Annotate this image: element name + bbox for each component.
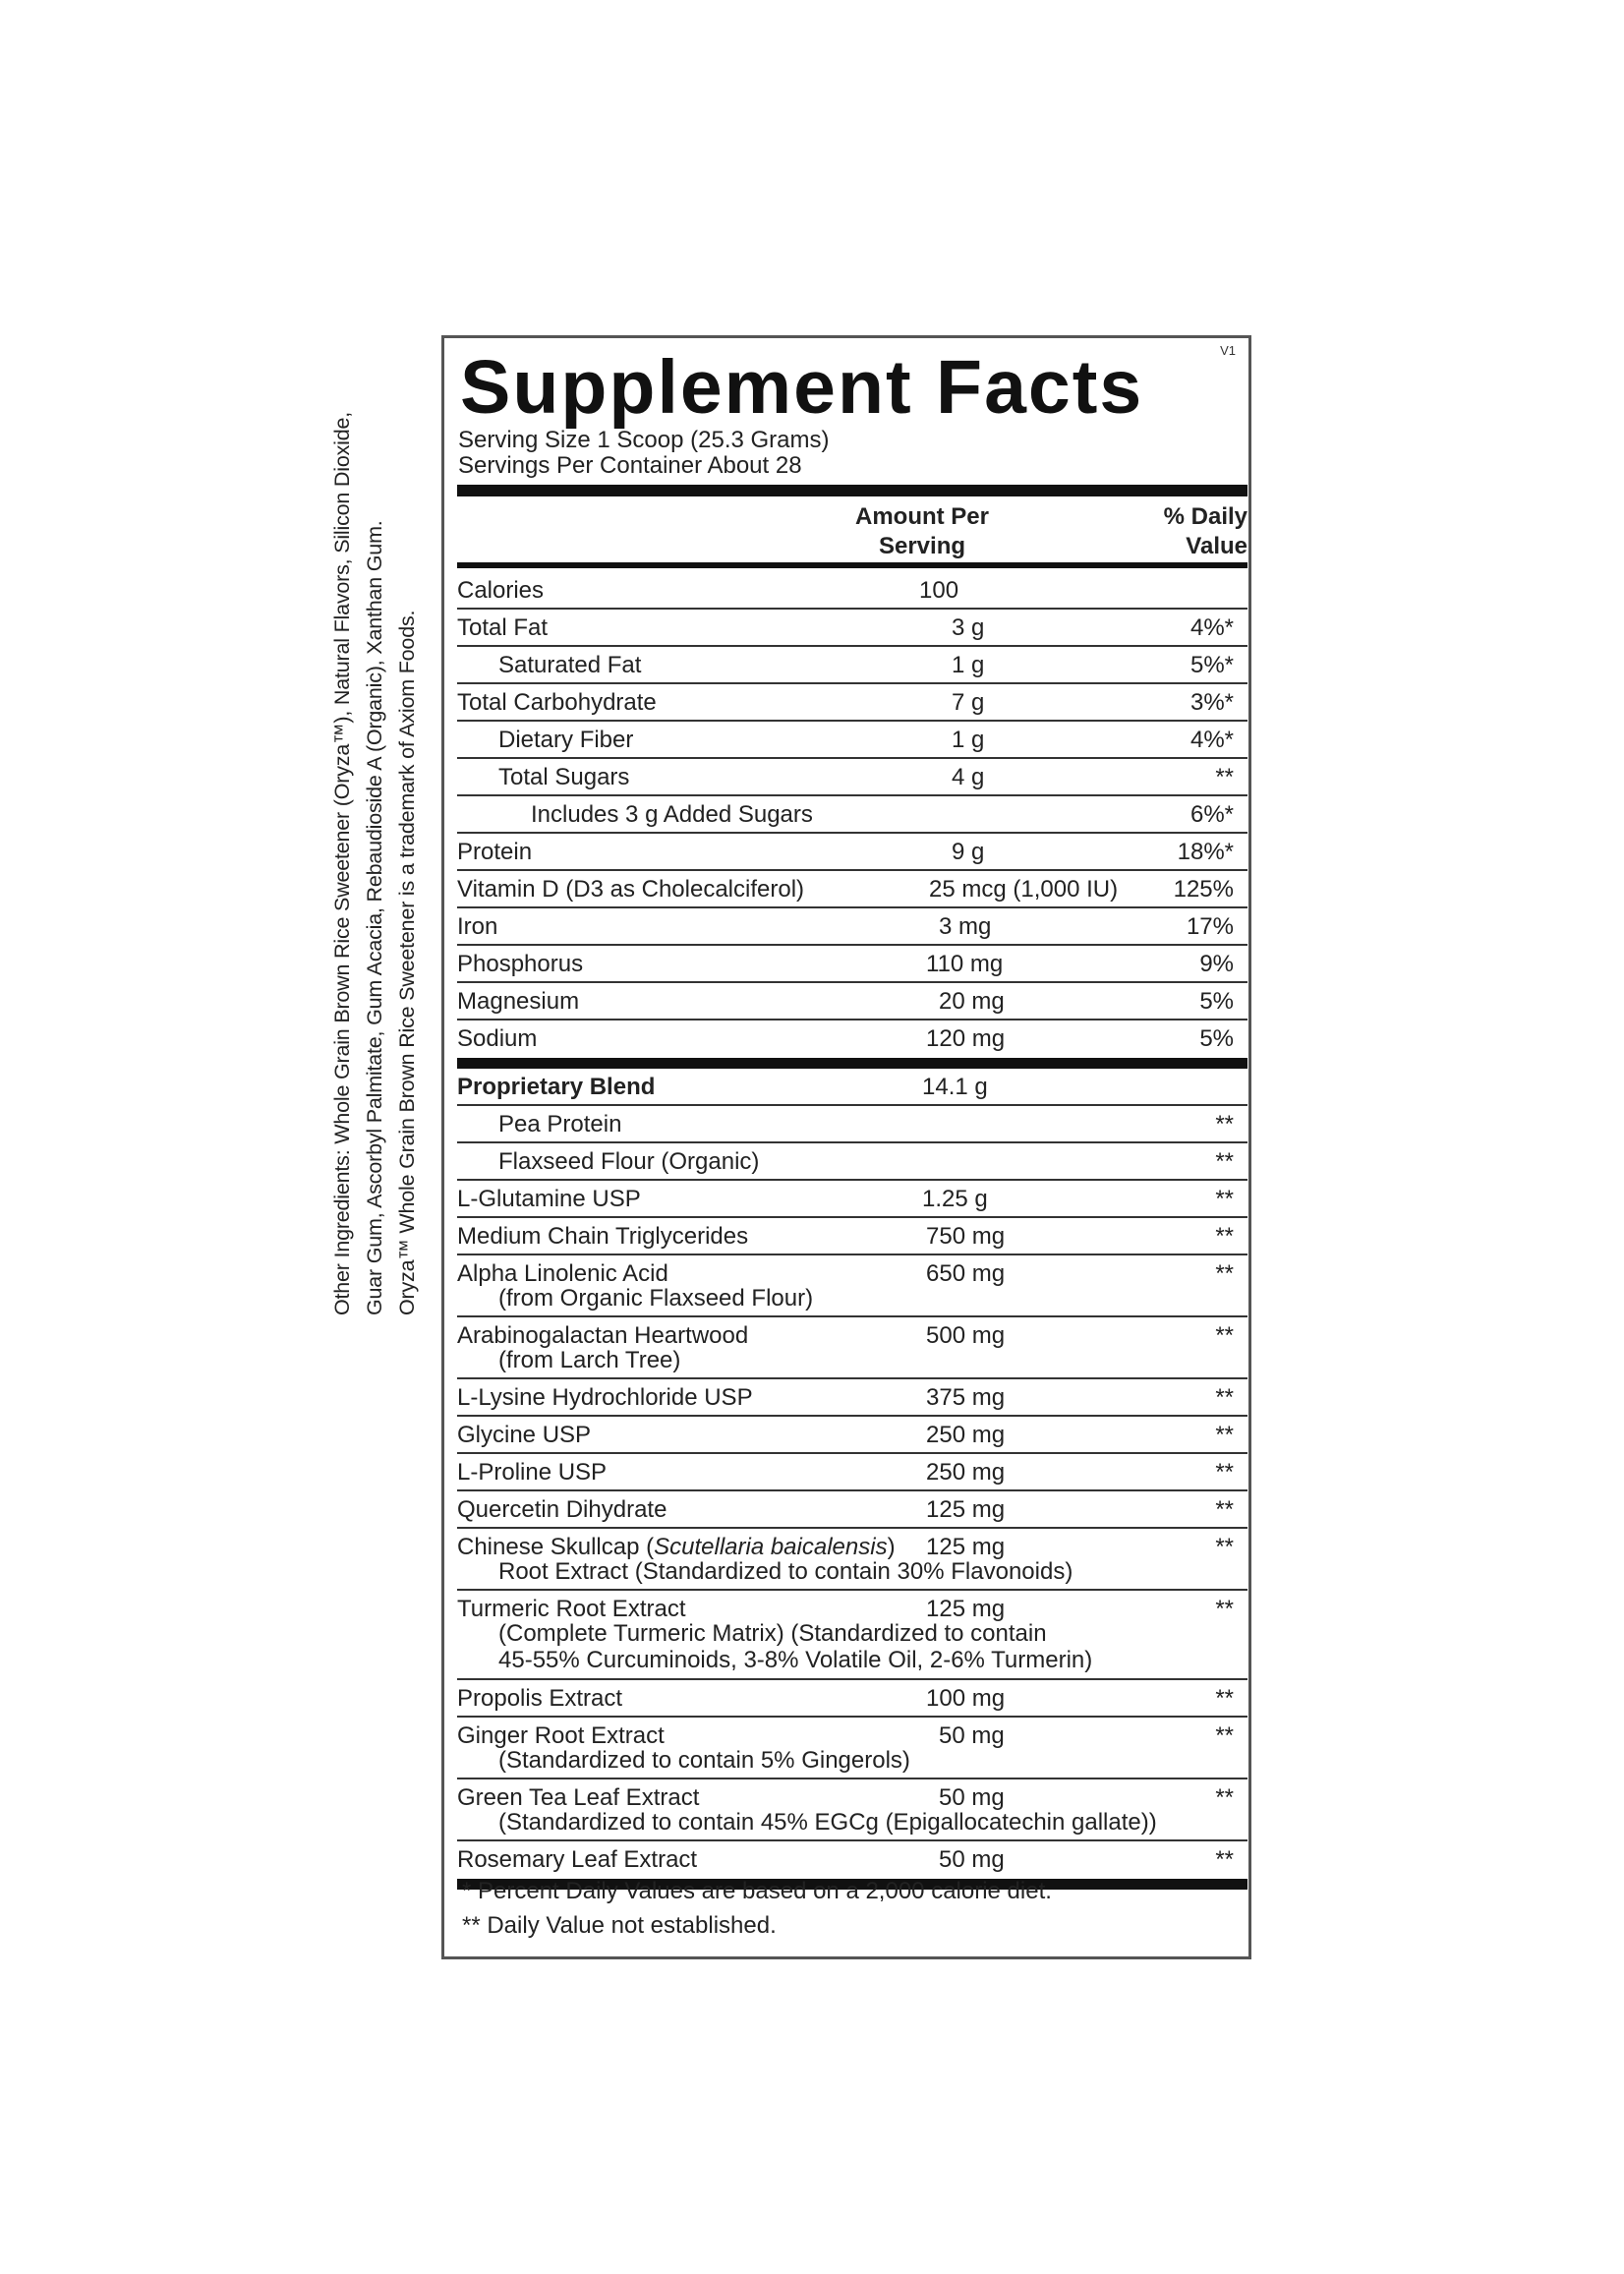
table-row: L-Proline USP 250 mg ** bbox=[457, 1454, 1247, 1491]
supplement-facts-panel bbox=[441, 335, 1251, 1959]
footnote-not-established: ** Daily Value not established. bbox=[462, 1912, 777, 1939]
daily-value-header: % Daily Value bbox=[1163, 503, 1247, 559]
serving-size: Serving Size 1 Scoop (25.3 Grams) bbox=[458, 427, 830, 453]
footnote-daily-value: * Percent Daily Values are based on a 2,000 calorie diet. bbox=[462, 1878, 1052, 1904]
table-row: Dietary Fiber 1 g 4%* bbox=[457, 722, 1247, 759]
other-ingredients bbox=[326, 332, 427, 1315]
table-row: Green Tea Leaf Extract (Standardized to contain 45% EGCg (Epigallocatechin gallate)) 50 mg ** bbox=[457, 1779, 1247, 1841]
table-row: Total Carbohydrate 7 g 3%* bbox=[457, 684, 1247, 722]
table-row: Iron 3 mg 17% bbox=[457, 908, 1247, 946]
servings-per-container: Servings Per Container About 28 bbox=[458, 452, 802, 479]
table-row: Calories 100 bbox=[457, 572, 1247, 610]
footnotes bbox=[462, 1874, 1052, 1943]
table-row: Sodium 120 mg 5% bbox=[457, 1025, 1234, 1052]
table-row: Includes 3 g Added Sugars 6%* bbox=[457, 796, 1247, 834]
header-rule bbox=[457, 562, 1247, 568]
table-row: Flaxseed Flour (Organic) ** bbox=[457, 1143, 1247, 1181]
table-row: Pea Protein ** bbox=[457, 1106, 1247, 1143]
table-row: Turmeric Root Extract (Complete Turmeric Matrix) (Standardized to contain 45-55% Curcuminoids, 3-8% Volatile Oil, 2-6% Turmerin) 125 mg ** bbox=[457, 1591, 1247, 1680]
panel-title: Supplement Facts bbox=[460, 345, 1144, 430]
table-row: Ginger Root Extract (Standardized to contain 5% Gingerols) 50 mg ** bbox=[457, 1718, 1247, 1779]
column-header bbox=[457, 500, 1247, 565]
other-ingredients-line-3: Oryza™ Whole Grain Brown Rice Sweetener is a trademark of Axiom Foods. bbox=[395, 610, 419, 1315]
table-row: Magnesium 20 mg 5% bbox=[457, 983, 1247, 1020]
facts-table bbox=[457, 572, 1247, 1890]
table-row: Total Sugars 4 g ** bbox=[457, 759, 1247, 796]
table-row: L-Lysine Hydrochloride USP 375 mg ** bbox=[457, 1379, 1247, 1417]
table-row: Propolis Extract 100 mg ** bbox=[457, 1680, 1247, 1718]
table-row: Vitamin D (D3 as Cholecalciferol) 25 mcg (1,000 IU) 125% bbox=[457, 871, 1247, 908]
table-row: L-Glutamine USP 1.25 g ** bbox=[457, 1181, 1247, 1218]
table-row: Quercetin Dihydrate 125 mg ** bbox=[457, 1491, 1247, 1529]
table-row: Total Fat 3 g 4%* bbox=[457, 610, 1247, 647]
table-row: Saturated Fat 1 g 5%* bbox=[457, 647, 1247, 684]
table-row: Alpha Linolenic Acid (from Organic Flaxseed Flour) 650 mg ** bbox=[457, 1255, 1247, 1317]
version-code: V1 bbox=[1220, 343, 1236, 358]
amount-per-serving-header: Amount Per Serving bbox=[854, 503, 989, 559]
table-row: Protein 9 g 18%* bbox=[457, 834, 1247, 871]
other-ingredients-line-1: Other Ingredients: Whole Grain Brown Rice Sweetener (Oryza™), Natural Flavors, Silicon Dioxide, bbox=[330, 412, 354, 1315]
table-row: Proprietary Blend 14.1 g bbox=[457, 1069, 1247, 1106]
table-row: Phosphorus 110 mg 9% bbox=[457, 946, 1247, 983]
table-row: Chinese Skullcap (Scutellaria baicalensis) Root Extract (Standardized to contain 30% Flavonoids) 125 mg ** bbox=[457, 1529, 1247, 1591]
blend-thick-rule bbox=[457, 1058, 1247, 1069]
table-row: Medium Chain Triglycerides 750 mg ** bbox=[457, 1218, 1247, 1255]
serving-info bbox=[458, 428, 830, 479]
top-thick-rule bbox=[457, 485, 1247, 496]
other-ingredients-line-2: Guar Gum, Ascorbyl Palmitate, Gum Acacia, Rebaudioside A (Organic), Xanthan Gum. bbox=[363, 520, 386, 1315]
table-row: Glycine USP 250 mg ** bbox=[457, 1417, 1247, 1454]
table-row: Rosemary Leaf Extract 50 mg ** bbox=[457, 1846, 1234, 1873]
table-row: Arabinogalactan Heartwood (from Larch Tree) 500 mg ** bbox=[457, 1317, 1247, 1379]
